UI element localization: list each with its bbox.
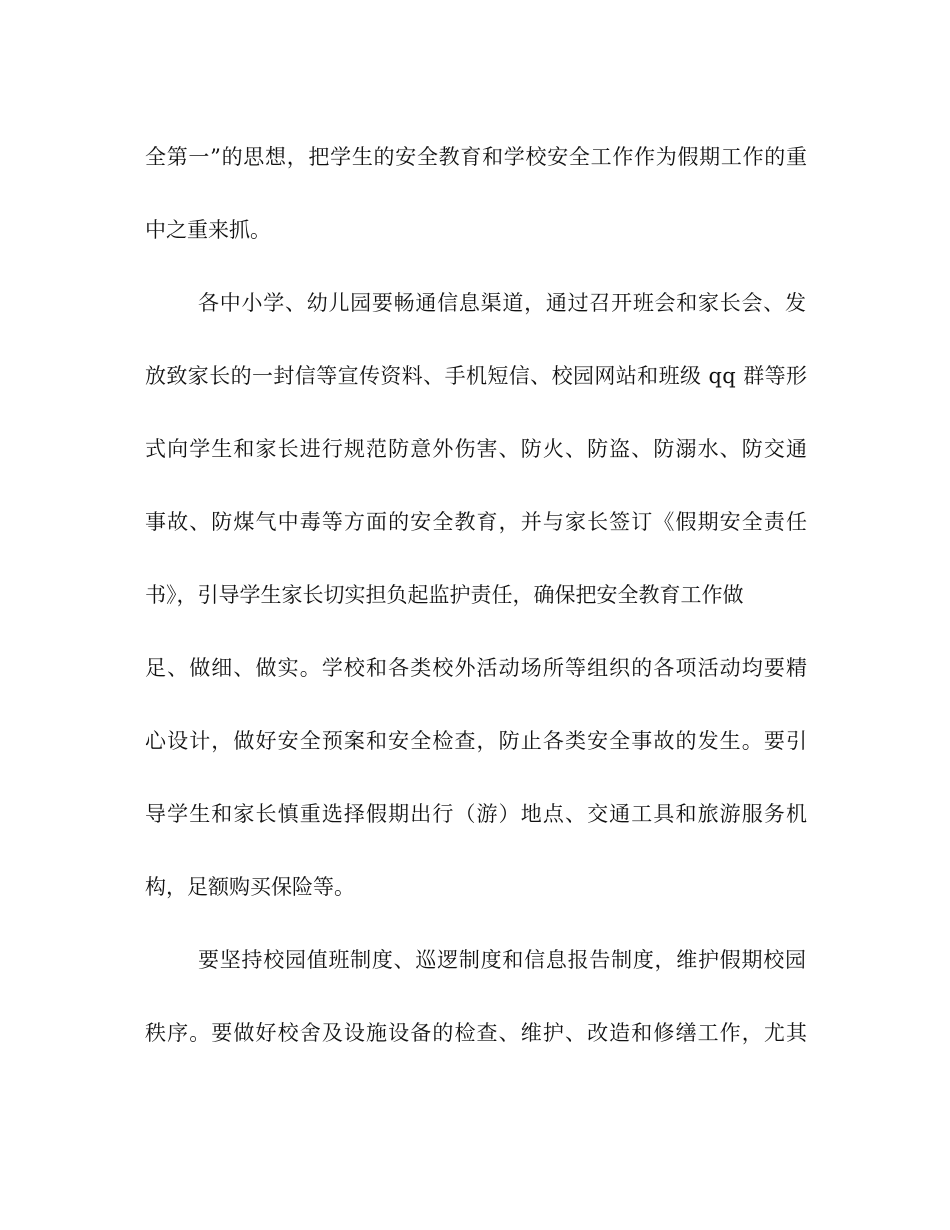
paragraph-start-line: 要坚持校园值班制度、巡逻制度和信息报告制度，维护假期校园 <box>198 948 807 972</box>
text-line: 事故、防煤气中毒等方面的安全教育，并与家长签订《假期安全责任 <box>145 510 809 534</box>
paragraph-start-line: 各中小学、幼儿园要畅通信息渠道，通过召开班会和家长会、发 <box>198 291 807 315</box>
text-line: 导学生和家长慎重选择假期出行（游）地点、交通工具和旅游服务机 <box>145 802 809 826</box>
text-line: 心设计，做好安全预案和安全检查，防止各类安全事故的发生。要引 <box>145 729 809 753</box>
text-line: 秩序。要做好校舍及设施设备的检查、维护、改造和修缮工作，尤其 <box>145 1021 809 1045</box>
text-line: 中之重来抓。 <box>145 218 271 242</box>
text-line: 足、做细、做实。学校和各类校外活动场所等组织的各项活动均要精 <box>145 656 809 680</box>
text-line: 全第一”的思想，把学生的安全教育和学校安全工作作为假期工作的重 <box>145 145 808 169</box>
text-line: 式向学生和家长进行规范防意外伤害、防火、防盗、防溺水、防交通 <box>145 437 809 461</box>
text-line: 构，足额购买保险等。 <box>145 875 355 899</box>
text-line: 书》，引导学生家长切实担负起监护责任，确保把安全教育工作做 <box>145 583 744 607</box>
text-line: 放致家长的一封信等宣传资料、手机短信、校园网站和班级 qq 群等形 <box>145 364 808 388</box>
